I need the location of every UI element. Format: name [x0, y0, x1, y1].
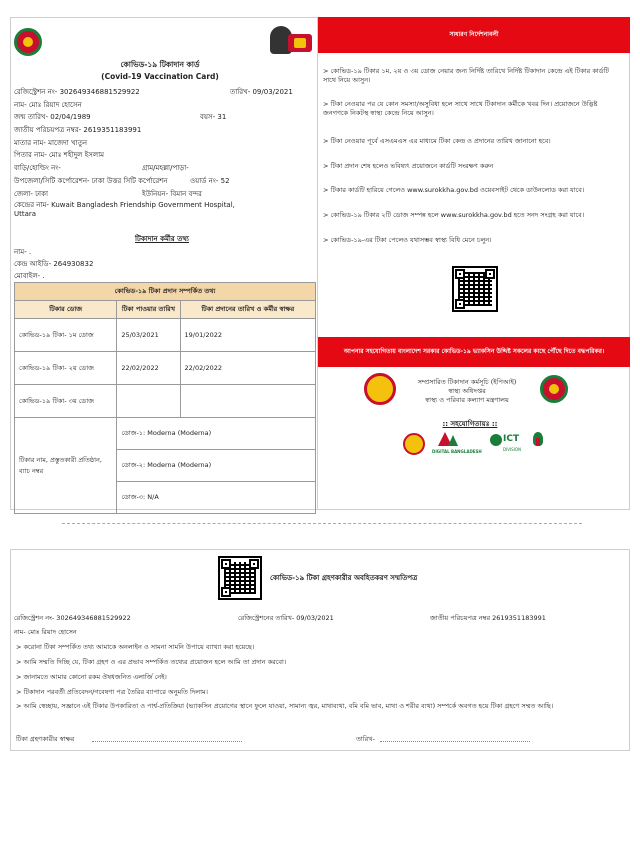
- father-name: পিতার নাম- মোঃ শহীদুল ইসলাম: [14, 151, 105, 159]
- table-row: [15, 352, 316, 385]
- table-row: [15, 319, 316, 352]
- ministry-line: স্বাস্থ্য ও পরিবার কল্যাণ মন্ত্রণালয়: [425, 396, 509, 404]
- consent-registration: রেজিস্ট্রেশন নং- 302649346881529922: [14, 614, 131, 622]
- consent-item: > টিকাদান পরবর্তী প্রতিবেদন/গবেষণা পত্র তৈরির ব্যাপারে অনুমতি দিলাম।: [16, 688, 208, 696]
- consent-date-label: তারিখ-: [356, 735, 375, 743]
- ministry-line: সম্প্রসারিত টিকাদান কর্মসূচি (ইপিআই): [417, 378, 517, 386]
- instruction-item: > কোভিড-১৯ টিকার ১ম, ২য় ও ৩য় ডোজ নেয়ার জন্য নির্দিষ্ট তারিখে নির্দিষ্ট টিকাদান কেন্দ্রে এই টিকার কার্ডটি সাথে নিয়ে আসুন।: [323, 67, 609, 84]
- digital-bangladesh-logo: DIGITAL BANGLADESH: [432, 432, 482, 458]
- epi-logo-icon: [364, 373, 396, 405]
- cut-line: [62, 523, 582, 524]
- dose-col-header: টিকা পাওয়ার তারিখ: [117, 301, 180, 319]
- dose-cell: 25/03/2021: [117, 319, 180, 352]
- vaccine-cell: ডোজ-২: Moderna (Moderna): [117, 450, 316, 482]
- union: ইউনিয়ন- বিমান বন্দর: [142, 190, 202, 198]
- dose-cell: 22/02/2022: [180, 352, 315, 385]
- consent-name: নাম- মোঃ রিয়াদ হোসেন: [14, 628, 77, 636]
- center-name: কেন্দ্রের নাম- Kuwait Bangladesh Friendship Government Hospital, Uttara: [14, 201, 235, 218]
- village: গ্রাম/মহল্লা/পাড়া-: [142, 164, 189, 172]
- worker-heading: টিকাদান কর্মীর তথ্য: [135, 235, 189, 243]
- dose-cell: 19/01/2022: [180, 319, 315, 352]
- dose-cell: 22/02/2022: [117, 352, 180, 385]
- consent-title: কোভিড-১৯ টিকা গ্রহণকারীর অবহিতকরণ সম্মতিপত্র: [270, 574, 418, 582]
- worker-mobile: মোবাইল- .: [14, 272, 45, 280]
- dhis2-logo-icon: [530, 432, 546, 456]
- instruction-item: > টিকা প্রদান শেষ হলেও ভবিষ্যৎ প্রয়োজনে কার্ডটি সংরক্ষণ করুন: [323, 162, 494, 170]
- ict-division-logo: ICT DIVISION: [490, 432, 530, 458]
- upazila: উপজেলা/সিটি কর্পোরেশন- ঢাকা উত্তর সিটি কর্পোরেশন: [14, 177, 168, 185]
- consent-nid: জাতীয় পরিচয়পত্র নম্বর 2619351183991: [430, 614, 546, 622]
- instruction-item: > টিকার কার্ডটি হারিয়ে গেলেও www.surokkha.gov.bd ওয়েবসাইট থেকে ডাউনলোড করা যাবে।: [323, 186, 585, 194]
- mujib-logo-icon: [270, 26, 316, 56]
- date-line: [380, 741, 530, 742]
- worker-name: নাম- .: [14, 248, 32, 256]
- vaccine-cell: ডোজ-৩: N/A: [117, 482, 316, 514]
- instruction-item: > কোভিড-১৯ টিকার ২টি ডোজ সম্পন্ন হলে www.surokkha.gov.bd হতে সনদ সংগ্রহ করা যাবে।: [323, 211, 585, 219]
- instruction-item: > টিকা নেওয়ার পূর্বে এসএমএস এর মাধ্যমে টিকা কেন্দ্র ও প্রদানের তারিখ জানানো হবে।: [323, 137, 551, 145]
- ward-number: ওয়ার্ড নং- 52: [190, 177, 230, 185]
- house-number: বাড়ি/হোল্ডিং নং-: [14, 164, 61, 172]
- instructions-heading: সাধারণ নির্দেশনাবলী: [318, 17, 630, 53]
- table-row: [15, 418, 316, 450]
- consent-qr-code-icon: [218, 556, 262, 600]
- dose-table: [14, 282, 316, 514]
- instruction-item: > কোভিড-১৯-এর টিকা পেলেও যথাসম্ভব স্বাস্থ্য বিধি মেনে চলুন।: [323, 236, 492, 244]
- consent-reg-date: রেজিস্ট্রেশনের তারিখ- 09/03/2021: [238, 614, 334, 622]
- consent-item: > করোনা টিকা সম্পর্কিত তথ্য আমাকে অনলাইন ও সামনা সামনি উপায়ে ব্যাখ্যা করা হয়েছে।: [16, 643, 255, 651]
- registration-number: রেজিস্ট্রেশন নং- 302649346881529922: [14, 88, 140, 96]
- qr-code-icon: [452, 266, 498, 312]
- instruction-item: > টিকা নেওয়ার পর যে কোন সমস্যা/অসুবিধা হলে সাথে সাথে টিকাদান কর্মীকে খবর দিন। প্রয়োজনে উদ্ভিষ্ট জনগণকে নিকটস্থ স্বাস্থ্য কেন্দ্রে নিয়ে আসুন।: [323, 100, 598, 117]
- center-id: কেন্দ্র আইডি- 264930832: [14, 260, 94, 268]
- dose-col-header: টিকা প্রদানের তারিখ ও কর্মীর স্বাক্ষর: [180, 301, 315, 319]
- dose-cell: [180, 385, 315, 418]
- table-row: [15, 385, 316, 418]
- dose-cell: কোভিড-১৯ টিকা- ২য় ডোজ: [15, 352, 117, 385]
- government-seal-icon: [540, 375, 568, 403]
- date-of-birth: জন্ম তারিখ- 02/04/1989: [14, 113, 91, 121]
- dose-table-heading: কোভিড-১৯ টিকা প্রদান সম্পর্কিত তথ্য: [15, 283, 316, 301]
- support-heading: :: সহযোগিতায়ঃ ::: [442, 420, 498, 428]
- card-title-en: (Covid-19 Vaccination Card): [101, 72, 219, 81]
- district: জেলা- ঢাকা: [14, 190, 49, 198]
- vaccine-cell: ডোজ-১: Moderna (Moderna): [117, 418, 316, 450]
- ministry-line: স্বাস্থ্য অধিদপ্তর: [448, 387, 486, 395]
- card-date: তারিখ- 09/03/2021: [230, 88, 293, 96]
- signature-label: টিকা গ্রহণকারীর স্বাক্ষর: [16, 735, 75, 743]
- holder-name: নাম- মোঃ রিয়াদ হোসেন: [14, 101, 82, 109]
- signature-line: [92, 741, 242, 742]
- vaccine-label: টিকার নাম, প্রস্তুতকারী প্রতিষ্ঠান, ব্যাচ নম্বর: [15, 418, 117, 514]
- red-notice: আপনার সহযোগিতায় বাংলাদেশ সরকার কোভিড-১৯ ভ্যাকসিন উদ্দিষ্ট সকলের কাছে পৌঁছে দিতে বদ্ধপরিকর।: [318, 337, 630, 367]
- dose-cell: কোভিড-১৯ টিকা- ৩য় ডোজ: [15, 385, 117, 418]
- dose-cell: কোভিড-১৯ টিকা- ১ম ডোজ: [15, 319, 117, 352]
- age: বয়স- 31: [200, 113, 227, 121]
- partner-seal-icon: [403, 433, 425, 455]
- mother-name: মাতার নাম- মাজেদা খাতুন: [14, 139, 88, 147]
- nid-number: জাতীয় পরিচয়পত্র নম্বর- 2619351183991: [14, 126, 142, 134]
- ministry-text: [402, 378, 532, 405]
- government-seal-icon: [14, 28, 42, 56]
- card-title-bn: কোভিড-১৯ টিকাদান কার্ড: [120, 60, 200, 69]
- consent-item: > জানামতে আমার কোনো রকম ঔষধজনিত এলার্জি নেই।: [16, 673, 167, 681]
- consent-item: > আমি সম্মতি দিচ্ছি যে, টিকা গ্রহণ ও এর প্রভাব সম্পর্কিত তথ্যের প্রয়োজন হলে আমি তা প্রদান করবো।: [16, 658, 287, 666]
- dose-cell: [117, 385, 180, 418]
- consent-item: > আমি স্বেচ্ছায়, সজ্ঞানে এই টিকার উপকারিতা ও পার্শ্ব-প্রতিক্রিয়া (ভ্যাকসিন প্রয়োগের স্থানে ফুলে যাওয়া, সামান্য জ্বর, মাথাব্যথা, বমি বমি ভাব, মাথা ও শরীর ব্যথা) সম্পর্কে অবগত হয়ে টিকা গ্রহণে সম্মত আছি।: [16, 702, 554, 710]
- dose-col-header: টিকার ডোজ: [15, 301, 117, 319]
